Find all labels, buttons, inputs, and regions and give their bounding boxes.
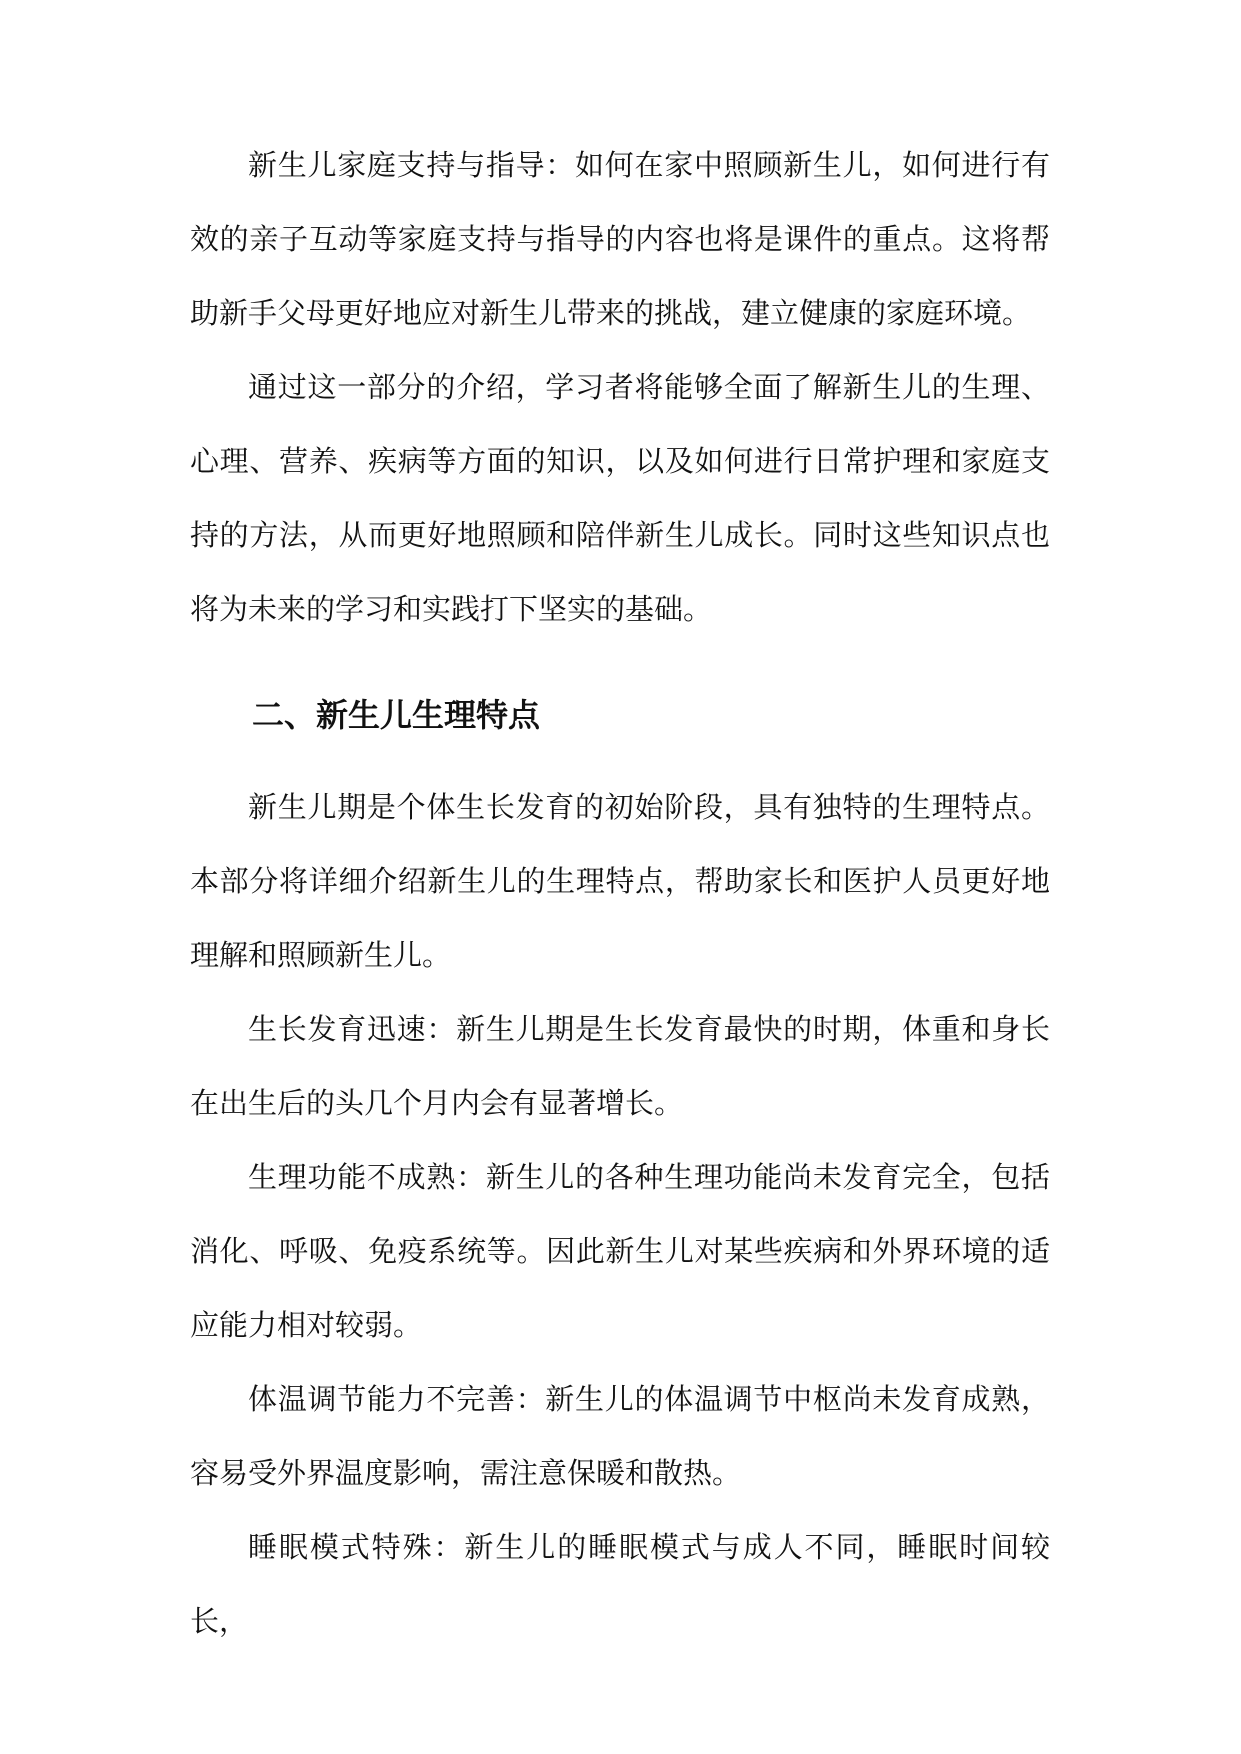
paragraph-temperature-regulation: 体温调节能力不完善：新生儿的体温调节中枢尚未发育成熟，容易受外界温度影响，需注意保暖和散热。 (190, 1382, 1050, 1490)
document-body (190, 128, 1050, 1658)
section-heading: 二、新生儿生理特点 (252, 696, 541, 734)
paragraph-sleep-pattern: 睡眠模式特殊：新生儿的睡眠模式与成人不同，睡眠时间较长， (190, 1530, 1050, 1638)
paragraph-rapid-growth: 生长发育迅速：新生儿期是生长发育最快的时期，体重和身长在出生后的头几个月内会有显著增长。 (190, 1012, 1050, 1120)
paragraph-family-support: 新生儿家庭支持与指导：如何在家中照顾新生儿，如何进行有效的亲子互动等家庭支持与指导的内容也将是课件的重点。这将帮助新手父母更好地应对新生儿带来的挑战，建立健康的家庭环境。 (190, 148, 1050, 330)
paragraph-immature-functions: 生理功能不成熟：新生儿的各种生理功能尚未发育完全，包括消化、呼吸、免疫系统等。因此新生儿对某些疾病和外界环境的适应能力相对较弱。 (190, 1160, 1050, 1342)
paragraph-section-summary: 通过这一部分的介绍，学习者将能够全面了解新生儿的生理、心理、营养、疾病等方面的知识，以及如何进行日常护理和家庭支持的方法，从而更好地照顾和陪伴新生儿成长。同时这些知识点也将为未来的学习和实践打下坚实的基础。 (190, 370, 1050, 626)
paragraph-physiology-intro: 新生儿期是个体生长发育的初始阶段，具有独特的生理特点。本部分将详细介绍新生儿的生理特点，帮助家长和医护人员更好地理解和照顾新生儿。 (190, 790, 1050, 972)
